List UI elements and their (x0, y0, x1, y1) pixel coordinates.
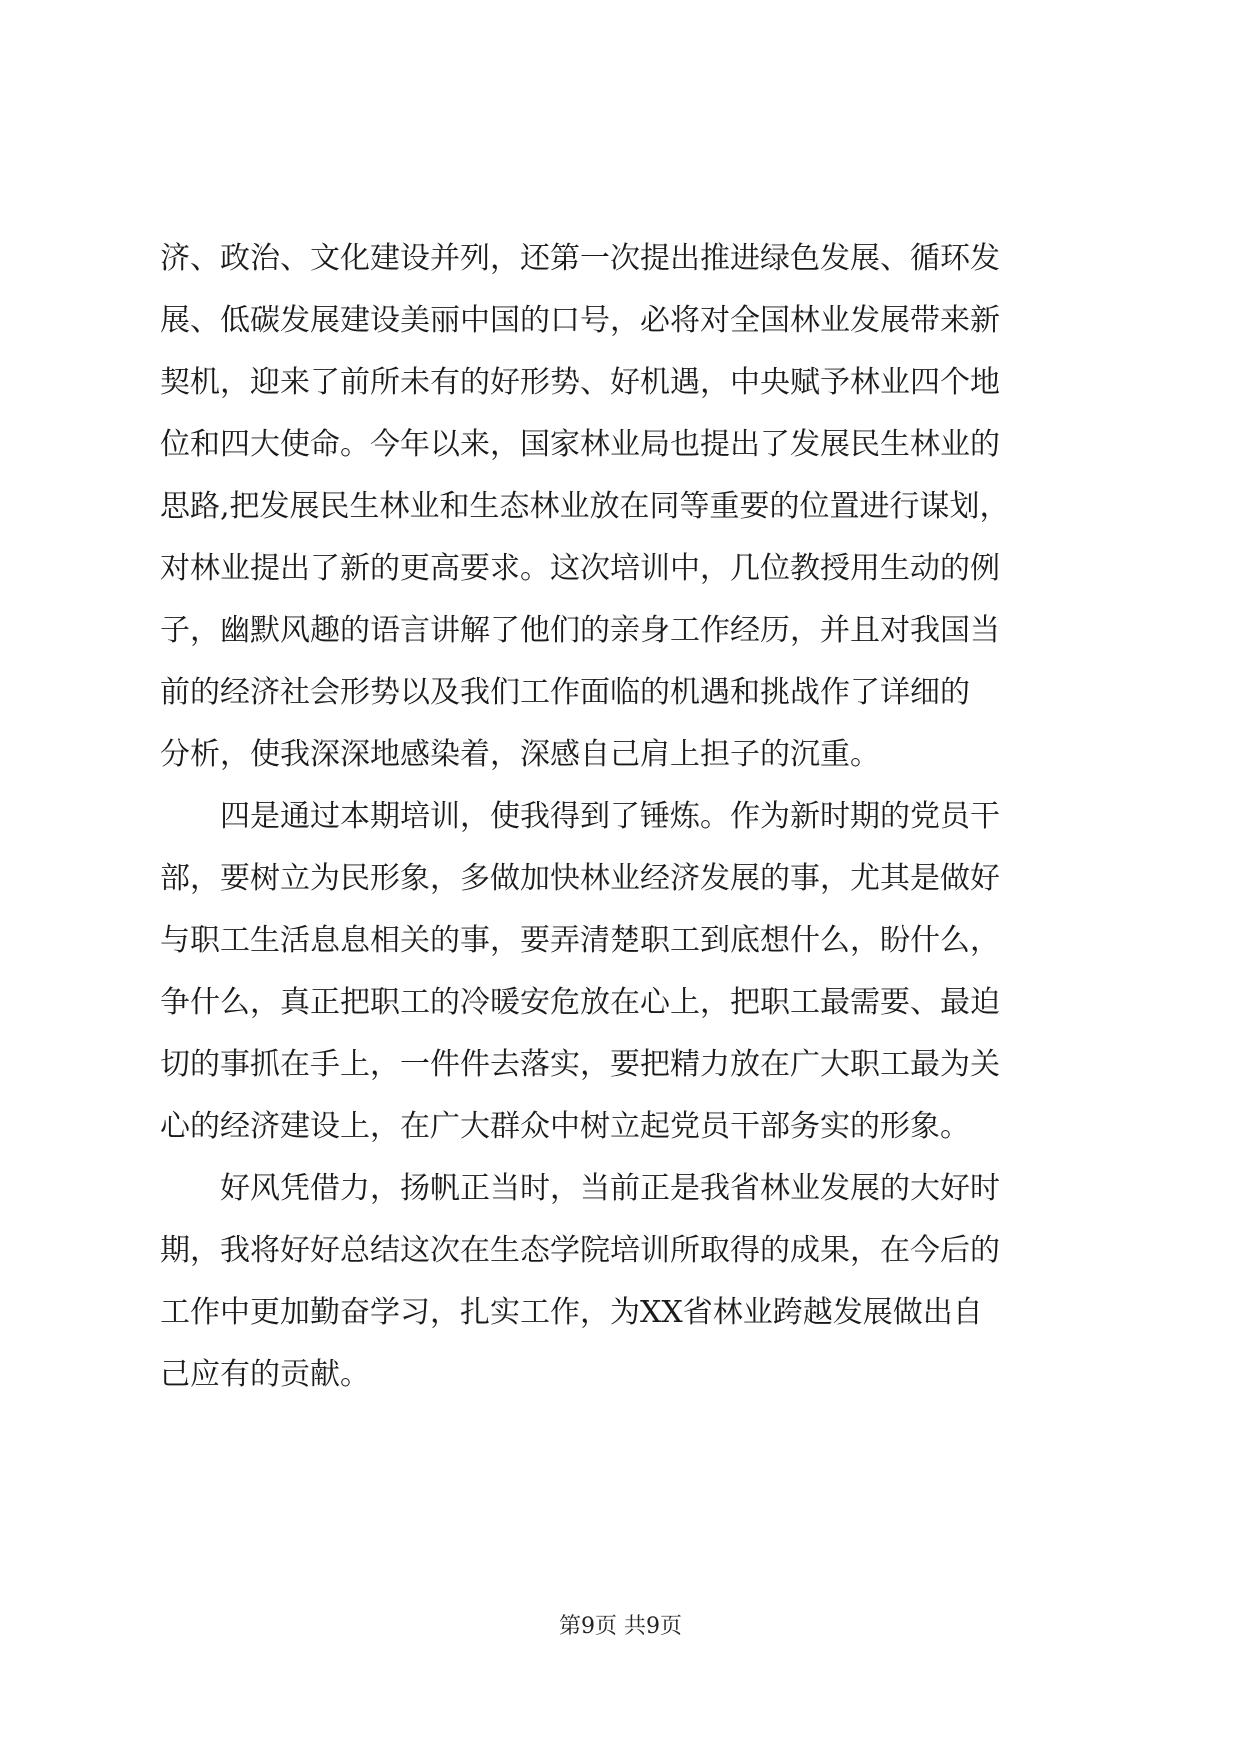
text-line: 前的经济社会形势以及我们工作面临的机遇和挑战作了详细的 (160, 675, 970, 710)
text-line: 子，幽默风趣的语言讲解了他们的亲身工作经历，并且对我国当 (160, 613, 1000, 648)
text-line: 契机，迎来了前所未有的好形势、好机遇，中央赋予林业四个地 (160, 365, 1000, 400)
text-line: 部，要树立为民形象，多做加快林业经济发展的事，尤其是做好 (160, 861, 1000, 896)
paragraph-3 (160, 1158, 1090, 1406)
paragraph-2 (160, 786, 1090, 1158)
text-line: 对林业提出了新的更高要求。这次培训中，几位教授用生动的例 (160, 551, 1000, 586)
text-line: 位和四大使命。今年以来，国家林业局也提出了发展民生林业的 (160, 427, 1000, 462)
text-line: 与职工生活息息相关的事，要弄清楚职工到底想什么，盼什么， (160, 923, 1000, 958)
text-line: 展、低碳发展建设美丽中国的口号，必将对全国林业发展带来新 (160, 303, 1000, 338)
text-line: 四是通过本期培训，使我得到了锤炼。作为新时期的党员干 (220, 799, 1000, 834)
text-line: 思路,把发展民生林业和生态林业放在同等重要的位置进行谋划， (160, 489, 1010, 524)
text-line: 切的事抓在手上，一件件去落实，要把精力放在广大职工最为关 (160, 1047, 1000, 1082)
text-line: 工作中更加勤奋学习，扎实工作，为XX省林业跨越发展做出自 (160, 1295, 983, 1330)
page-number: 第9页 共9页 (559, 1614, 682, 1639)
document-body (160, 228, 1090, 1406)
text-line: 期，我将好好总结这次在生态学院培训所取得的成果，在今后的 (160, 1233, 1000, 1268)
text-line: 分析，使我深深地感染着，深感自己肩上担子的沉重。 (160, 737, 880, 772)
text-line: 争什么，真正把职工的冷暖安危放在心上，把职工最需要、最迫 (160, 985, 1000, 1020)
text-line: 心的经济建设上，在广大群众中树立起党员干部务实的形象。 (160, 1109, 970, 1144)
text-line: 济、政治、文化建设并列，还第一次提出推进绿色发展、循环发 (160, 241, 1000, 276)
text-line: 好风凭借力，扬帆正当时，当前正是我省林业发展的大好时 (220, 1171, 1000, 1206)
paragraph-1 (160, 228, 1090, 786)
text-line: 己应有的贡献。 (160, 1357, 370, 1392)
